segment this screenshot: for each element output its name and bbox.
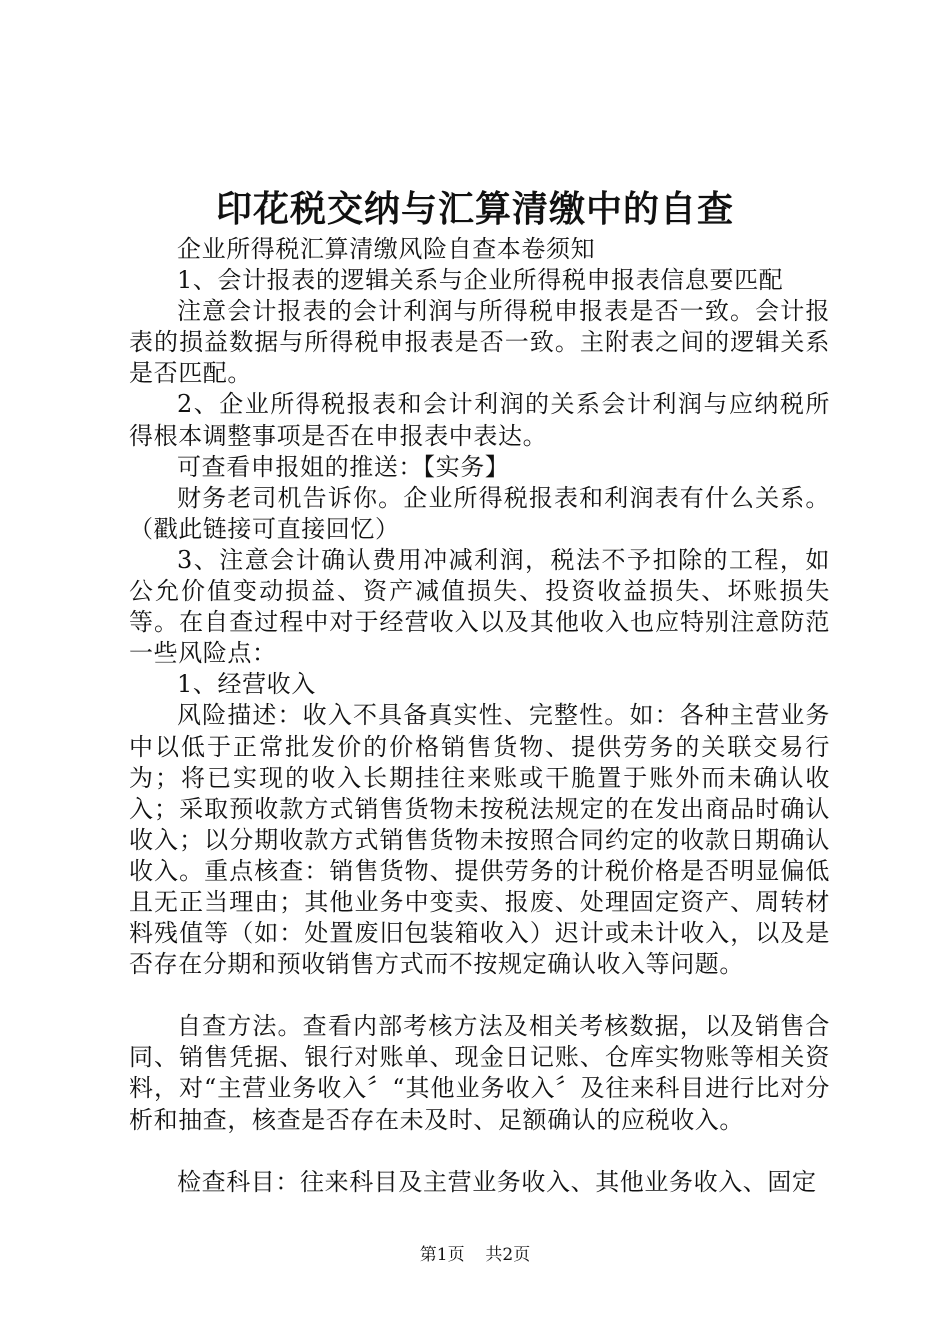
paragraph-link-reference: 财务老司机告诉你。企业所得税报表和利润表有什么关系。（戳此链接可直接回忆） — [129, 483, 830, 543]
paragraph-risk-description: 风险描述：收入不具备真实性、完整性。如：各种主营业务中以低于正常批发价的价格销售货物、提供劳务的关联交易行为；将已实现的收入长期挂往来账或干脆置于账外而未确认收入；采取预收款方式销售货物未按税法规定的在发出商品时确认收入；以分期收款方式销售货物未按照合同约定的收款日期确认收入。重点核查：销售货物、提供劳务的计税价格是否明显偏低且无正当理由；其他业务中变卖、报废、处理固定资产、周转材料残值等（如：处置废旧包装箱收入）迟计或未计收入，以及是否存在分期和预收销售方式而不按规定确认收入等问题。 — [129, 701, 830, 979]
paragraph-self-check-method: 自查方法。查看内部考核方法及相关考核数据，以及销售合同、销售凭据、银行对账单、现金日记账、仓库实物账等相关资料，对“主营业务收入〞“其他业务收入〞及往来科目进行比对分析和抽查，核查是否存在未及时、足额确认的应税收入。 — [129, 1012, 830, 1134]
paragraph-notice-heading: 企业所得税汇算清缴风险自查本卷须知 — [177, 235, 596, 263]
page-footer — [0, 1244, 950, 1266]
document-body — [129, 234, 830, 1198]
total-pages: 共2页 — [485, 1245, 531, 1265]
paragraph-item-1-body: 注意会计报表的会计利润与所得税申报表是否一致。会计报表的损益数据与所得税申报表是否一致。主附表之间的逻辑关系是否匹配。 — [129, 297, 830, 388]
paragraph-check-accounts: 检查科目：往来科目及主营业务收入、其他业务收入、固定 — [177, 1167, 817, 1196]
paragraph-item-2: 2、企业所得税报表和会计利润的关系会计利润与应纳税所得根本调整事项是否在申报表中表达。 — [129, 390, 830, 450]
document-title: 印花税交纳与汇算清缴中的自查 — [215, 188, 734, 230]
paragraph-operating-income-heading: 1、经营收入 — [177, 670, 316, 699]
paragraph-push-reference: 可查看申报姐的推送：【实务】 — [177, 452, 510, 481]
paragraph-item-3: 3、注意会计确认费用冲减利润，税法不予扣除的工程，如公允价值变动损益、资产减值损失、投资收益损失、坏账损失等。在自查过程中对于经营收入以及其他收入也应特别注意防范一些风险点： — [129, 545, 830, 668]
page-number: 第1页 — [419, 1245, 465, 1265]
paragraph-item-1-heading: 1、会计报表的逻辑关系与企业所得税申报表信息要匹配 — [177, 266, 784, 295]
